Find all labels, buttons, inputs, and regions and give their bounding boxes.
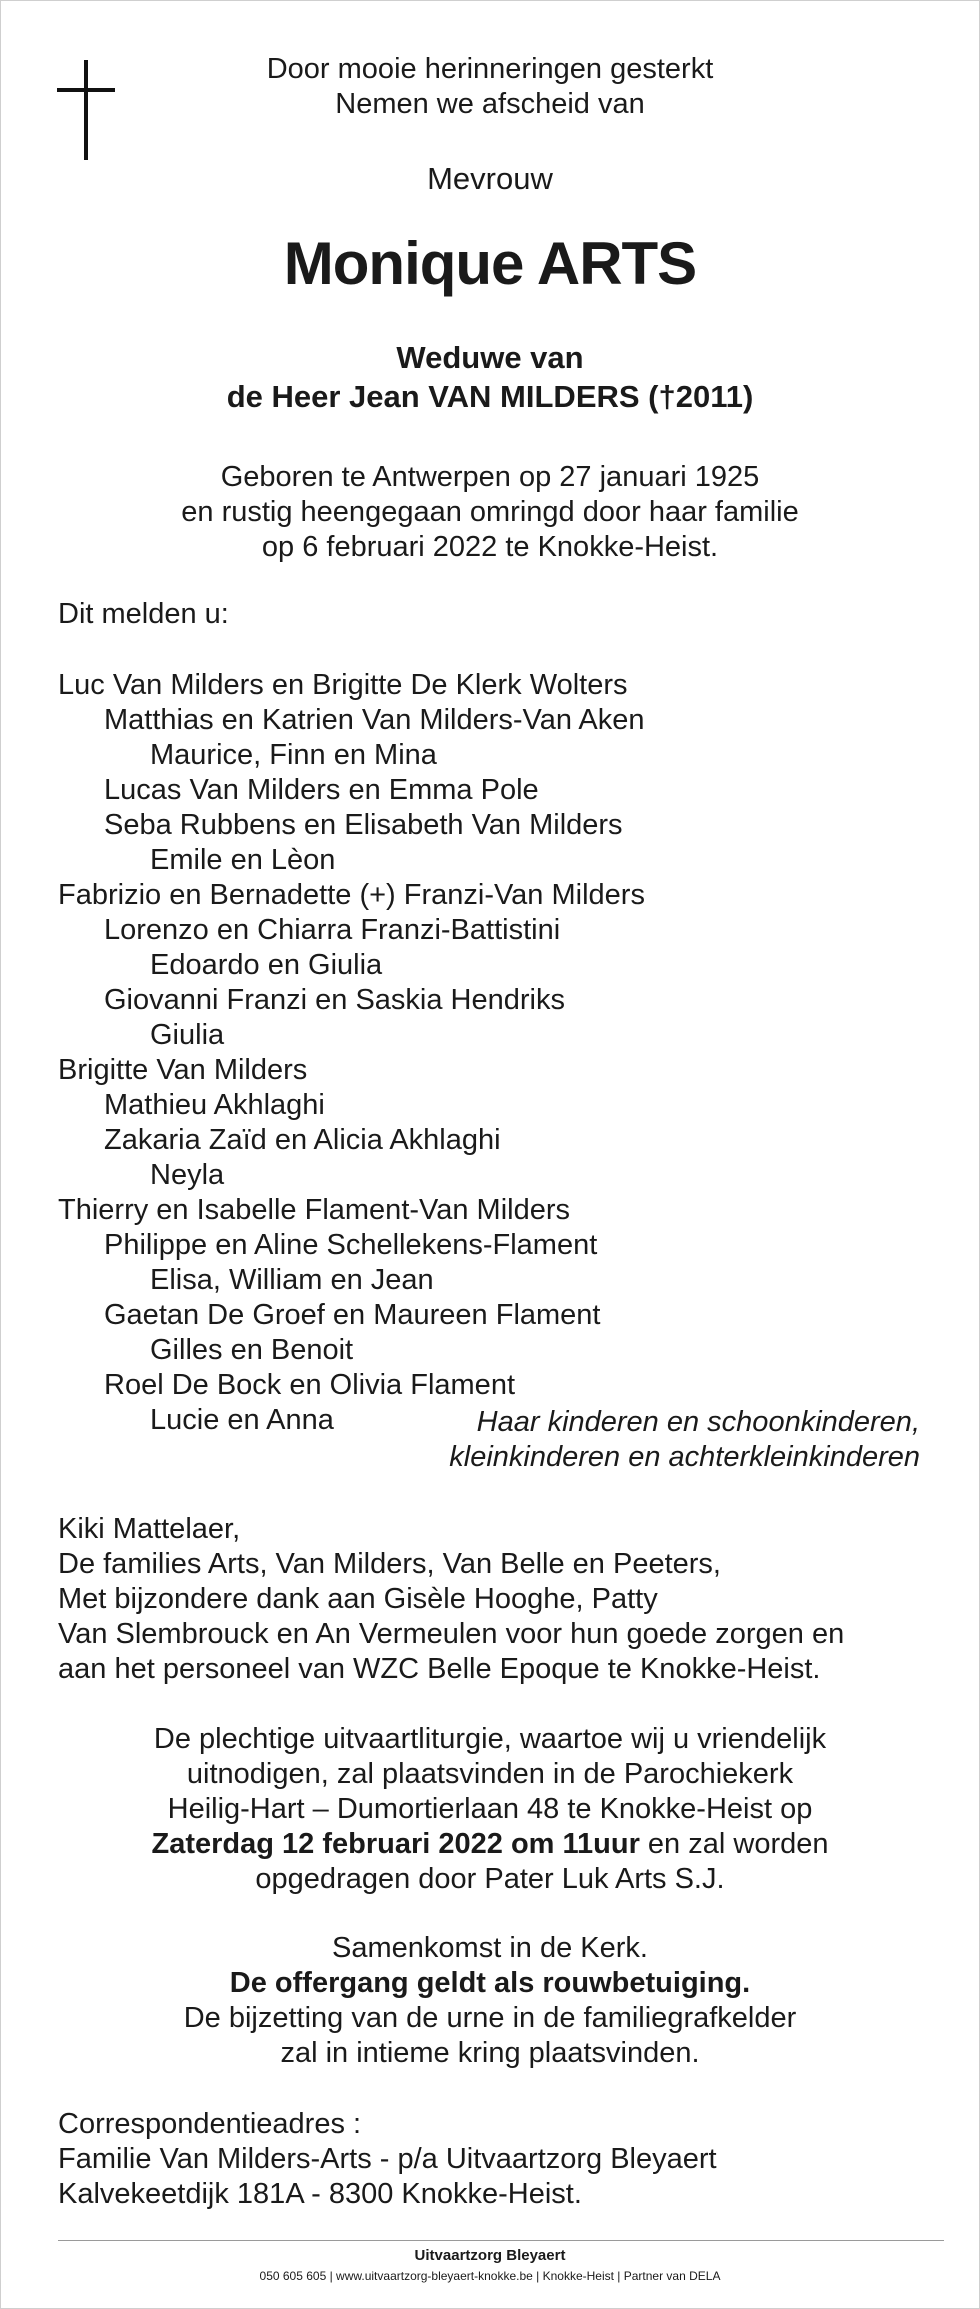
family-member-row: Brigitte Van Milders (58, 1054, 308, 1086)
family-member-row: Philippe en Aline Schellekens-Flament (104, 1229, 598, 1261)
others-line: aan het personeel van WZC Belle Epoque te Knokke-Heist. (58, 1653, 821, 1685)
deceased-name: Monique ARTS (283, 230, 697, 297)
others-line: De families Arts, Van Milders, Van Belle en Peeters, (58, 1548, 721, 1580)
family-member-row: Giovanni Franzi en Saskia Hendriks (104, 984, 565, 1016)
funeral-line: uitnodigen, zal plaatsvinden in de Parochiekerk (186, 1758, 794, 1790)
family-member-row: Lucie en Anna (150, 1404, 334, 1436)
family-member-row: Maurice, Finn en Mina (150, 739, 437, 771)
widow-of-line: de Heer Jean VAN MILDERS (†2011) (226, 379, 754, 414)
intro-line: Nemen we afscheid van (335, 88, 645, 120)
funeral-date-suffix: en zal worden (639, 1828, 829, 1860)
others-line: Met bijzondere dank aan Gisèle Hooghe, Patty (58, 1583, 658, 1615)
signoff-line: kleinkinderen en achterkleinkinderen (449, 1441, 920, 1473)
birth-death-info (0, 460, 980, 565)
family-member-row: Gilles en Benoit (150, 1334, 354, 1366)
widow-of-line: Weduwe van (396, 340, 584, 375)
family-member-row: Giulia (150, 1019, 225, 1051)
funeral-line: opgedragen door Pater Luk Arts S.J. (255, 1863, 725, 1895)
intro-line: Door mooie herinneringen gesterkt (266, 53, 714, 85)
correspondence-line: Kalvekeetdijk 181A - 8300 Knokke-Heist. (58, 2178, 582, 2210)
family-member-row: Edoardo en Giulia (150, 949, 383, 981)
family-member-row: Thierry en Isabelle Flament-Van Milders (58, 1194, 570, 1226)
family-member-row: Neyla (150, 1159, 225, 1191)
family-member-row: Zakaria Zaïd en Alicia Akhlaghi (104, 1124, 501, 1156)
family-member-row: Gaetan De Groef en Maureen Flament (104, 1299, 601, 1331)
family-member-row: Emile en Lèon (150, 844, 336, 876)
family-member-row: Elisa, William en Jean (150, 1264, 434, 1296)
family-signoff (449, 1405, 920, 1475)
title-prefix: Mevrouw (427, 161, 553, 196)
others-list (58, 1512, 844, 1687)
family-member-row: Seba Rubbens en Elisabeth Van Milders (104, 809, 623, 841)
meeting-info (0, 1931, 980, 2071)
birth-death-line: Geboren te Antwerpen op 27 januari 1925 (220, 461, 760, 493)
others-line: Van Slembrouck en An Vermeulen voor hun goede zorgen en (58, 1618, 845, 1650)
funeral-info (0, 1722, 980, 1897)
correspondence-address (58, 2107, 717, 2212)
family-member-row: Lorenzo en Chiarra Franzi-Battistini (104, 914, 561, 946)
announce-text: Dit melden u: (58, 598, 229, 630)
funeral-date: Zaterdag 12 februari 2022 om 11uur (151, 1828, 640, 1860)
birth-death-line: op 6 februari 2022 te Knokke-Heist. (261, 531, 719, 563)
correspondence-line: Familie Van Milders-Arts - p/a Uitvaartzorg Bleyaert (58, 2143, 717, 2175)
meeting-line: Samenkomst in de Kerk. (332, 1932, 648, 1964)
funeral-line: De plechtige uitvaartliturgie, waartoe wij u vriendelijk (153, 1723, 827, 1755)
correspondence-line: Correspondentieadres : (58, 2108, 362, 2140)
family-member-row: Roel De Bock en Olivia Flament (104, 1369, 515, 1401)
intro-text (0, 52, 980, 122)
family-member-row: Luc Van Milders en Brigitte De Klerk Wolters (58, 669, 628, 701)
footer-divider (58, 2240, 944, 2241)
funeral-line: Heilig-Hart – Dumortierlaan 48 te Knokke-Heist op (167, 1793, 813, 1825)
footer-brand: Uitvaartzorg Bleyaert (414, 2247, 566, 2264)
family-member-row: Matthias en Katrien Van Milders-Van Aken (104, 704, 645, 736)
meeting-line: zal in intieme kring plaatsvinden. (280, 2037, 700, 2069)
widow-of (0, 338, 980, 416)
family-member-row: Mathieu Akhlaghi (104, 1089, 325, 1121)
birth-death-line: en rustig heengegaan omringd door haar familie (181, 496, 799, 528)
footer-info: 050 605 605 | www.uitvaartzorg-bleyaert-knokke.be | Knokke-Heist | Partner van DELA (259, 2269, 721, 2283)
signoff-line: Haar kinderen en schoonkinderen, (476, 1406, 920, 1438)
family-list (58, 668, 645, 1438)
meeting-offering: De offergang geldt als rouwbetuiging. (229, 1967, 751, 1999)
others-line: Kiki Mattelaer, (58, 1513, 241, 1545)
family-member-row: Fabrizio en Bernadette (+) Franzi-Van Milders (58, 879, 645, 911)
funeral-date-line (0, 1827, 980, 1862)
meeting-line: De bijzetting van de urne in de familiegrafkelder (183, 2002, 797, 2034)
family-member-row: Lucas Van Milders en Emma Pole (104, 774, 539, 806)
